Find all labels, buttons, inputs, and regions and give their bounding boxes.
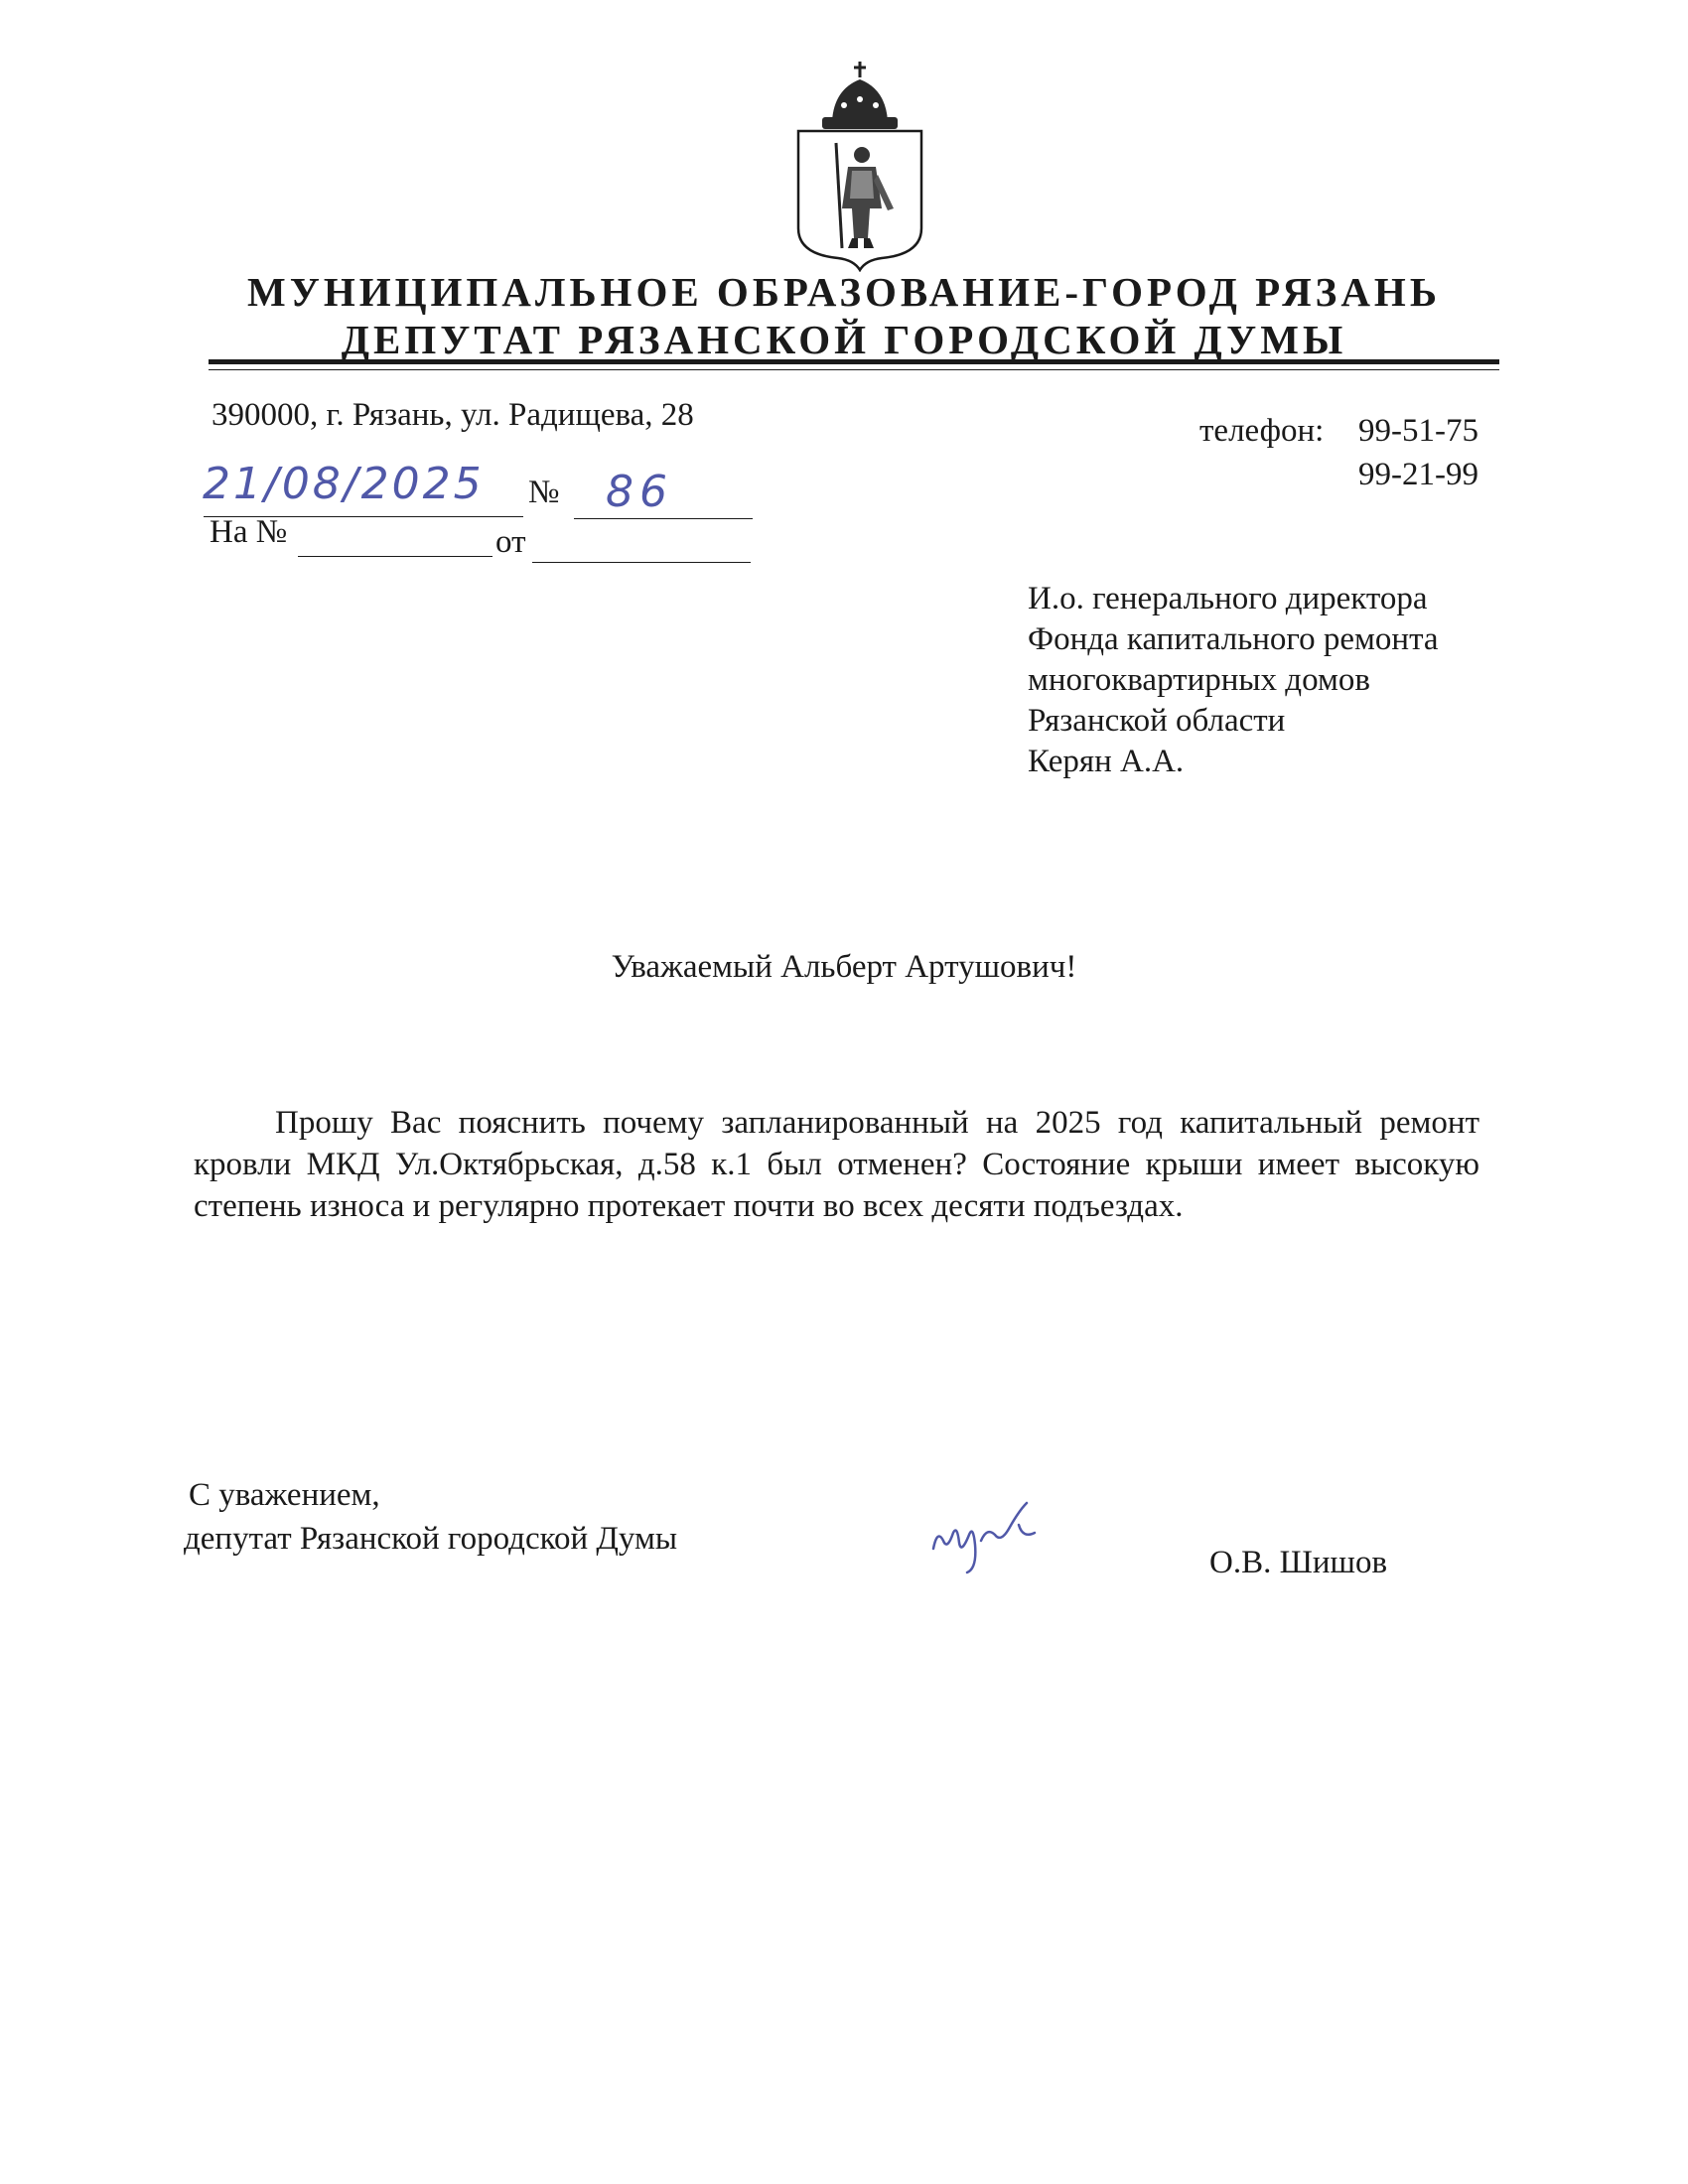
addressee-line: Рязанской области [1028,703,1286,739]
from-underline [532,562,751,563]
addressee-line: многоквартирных домов [1028,662,1370,698]
closing-regards: С уважением, [189,1477,380,1513]
addressee-line: И.о. генерального директора [1028,581,1428,616]
phone-label: телефон: [1199,413,1325,449]
salutation: Уважаемый Альберт Артушович! [611,949,1077,985]
phone-number-1: 99-51-75 [1358,413,1478,449]
letterhead-title-line2: ДЕПУТАТ РЯЗАНСКОЙ ГОРОДСКОЙ ДУМЫ [341,317,1347,362]
addressee-line: Керян А.А. [1028,744,1185,779]
outgoing-date-handwritten: 21/08/2025 [203,459,485,509]
closing-position: депутат Рязанской городской Думы [184,1521,678,1557]
from-label: от [495,524,526,560]
number-underline [574,518,753,519]
letterhead-rule-thin [209,369,1499,370]
outgoing-number-handwritten: 86 [606,467,673,517]
letterhead-title-line1: МУНИЦИПАЛЬНОЕ ОБРАЗОВАНИЕ-ГОРОД РЯЗАНЬ [247,269,1441,315]
letterhead-rule-thick [209,359,1499,364]
addressee-line: Фонда капитального ремонта [1028,621,1439,657]
in-reply-label: На № [210,514,288,550]
in-reply-underline [298,556,492,557]
addressee-block [1028,579,1439,782]
number-label: № [528,475,560,510]
ryazan-coat-of-arms-icon [792,60,927,272]
signer-name: О.В. Шишов [1209,1545,1388,1580]
letter-body: Прошу Вас пояснить почему запланированный на 2025 год капитальный ремонт кровли МКД Ул.Октябрьская, д.58 к.1 был отменен? Состояние крыши имеет высокую степень износа и регулярно протекает почти во всех десяти подъездах. [194,1105,1479,1224]
phone-number-2: 99-21-99 [1358,457,1478,492]
letterhead-address: 390000, г. Рязань, ул. Радищева, 28 [211,397,694,433]
handwritten-signature-icon [923,1489,1062,1578]
